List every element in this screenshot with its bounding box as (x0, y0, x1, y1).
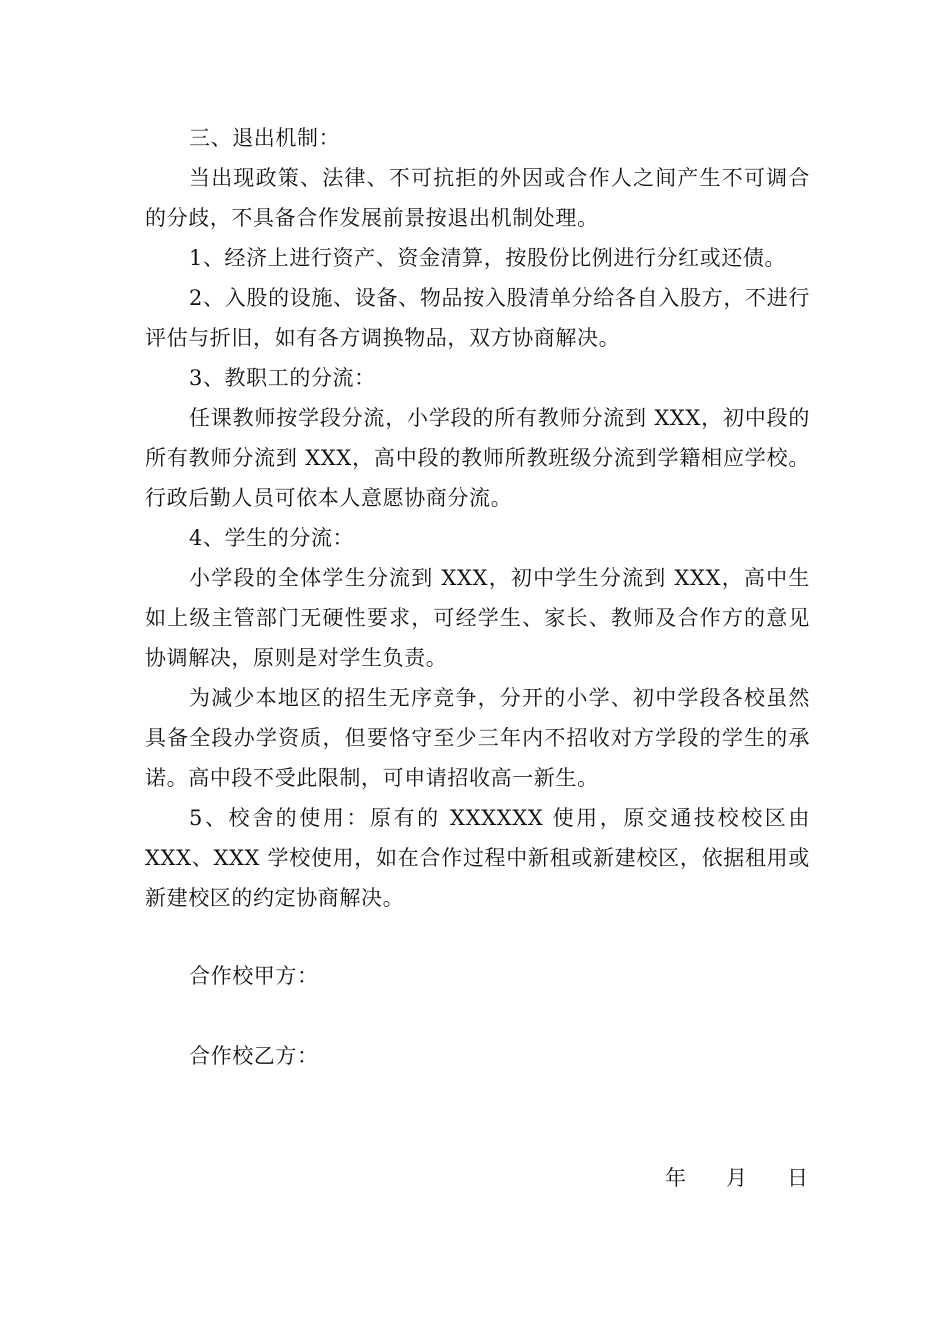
item-5-campus-usage: 5、校舍的使用：原有的 XXXXXX 使用，原交通技校校区由 XXX、XXX 学校使用，如在合作过程中新租或新建校区，依据租用或新建校区的约定协商解决。 (145, 806, 810, 910)
document-body (145, 118, 810, 918)
signature-party-b: 合作校乙方： (189, 1044, 319, 1068)
item-1-economic-settlement: 1、经济上进行资产、资金清算，按股份比例进行分红或还债。 (189, 246, 787, 270)
date-month: 月 (726, 1166, 747, 1190)
paragraph-enrollment-commitment: 为减少本地区的招生无序竞争，分开的小学、初中学段各校虽然具备全段办学资质，但要恪守至少三年内不招收对方学段的学生的承诺。高中段不受此限制，可申请招收高一新生。 (145, 686, 810, 790)
item-3-staff-heading: 3、教职工的分流： (189, 366, 376, 390)
paragraph-staff-distribution: 任课教师按学段分流，小学段的所有教师分流到 XXX，初中段的所有教师分流到 XXX，高中段的教师所教班级分流到学籍相应学校。行政后勤人员可依本人意愿协商分流。 (145, 406, 810, 510)
date-line (665, 1158, 808, 1198)
section-heading-exit-mechanism: 三、退出机制： (189, 126, 341, 150)
item-2-equipment-distribution: 2、入股的设施、设备、物品按入股清单分给各自入股方，不进行评估与折旧，如有各方调换物品，双方协商解决。 (145, 286, 810, 350)
item-4-student-heading: 4、学生的分流： (189, 526, 355, 550)
date-day: 日 (787, 1166, 808, 1190)
paragraph-student-distribution: 小学段的全体学生分流到 XXX，初中学生分流到 XXX，高中生如上级主管部门无硬性要求，可经学生、家长、教师及合作方的意见协调解决，原则是对学生负责。 (145, 566, 810, 670)
paragraph-exit-conditions: 当出现政策、法律、不可抗拒的外因或合作人之间产生不可调合的分歧，不具备合作发展前景按退出机制处理。 (145, 166, 810, 230)
signature-party-a: 合作校甲方： (189, 964, 319, 988)
date-year: 年 (665, 1166, 686, 1190)
